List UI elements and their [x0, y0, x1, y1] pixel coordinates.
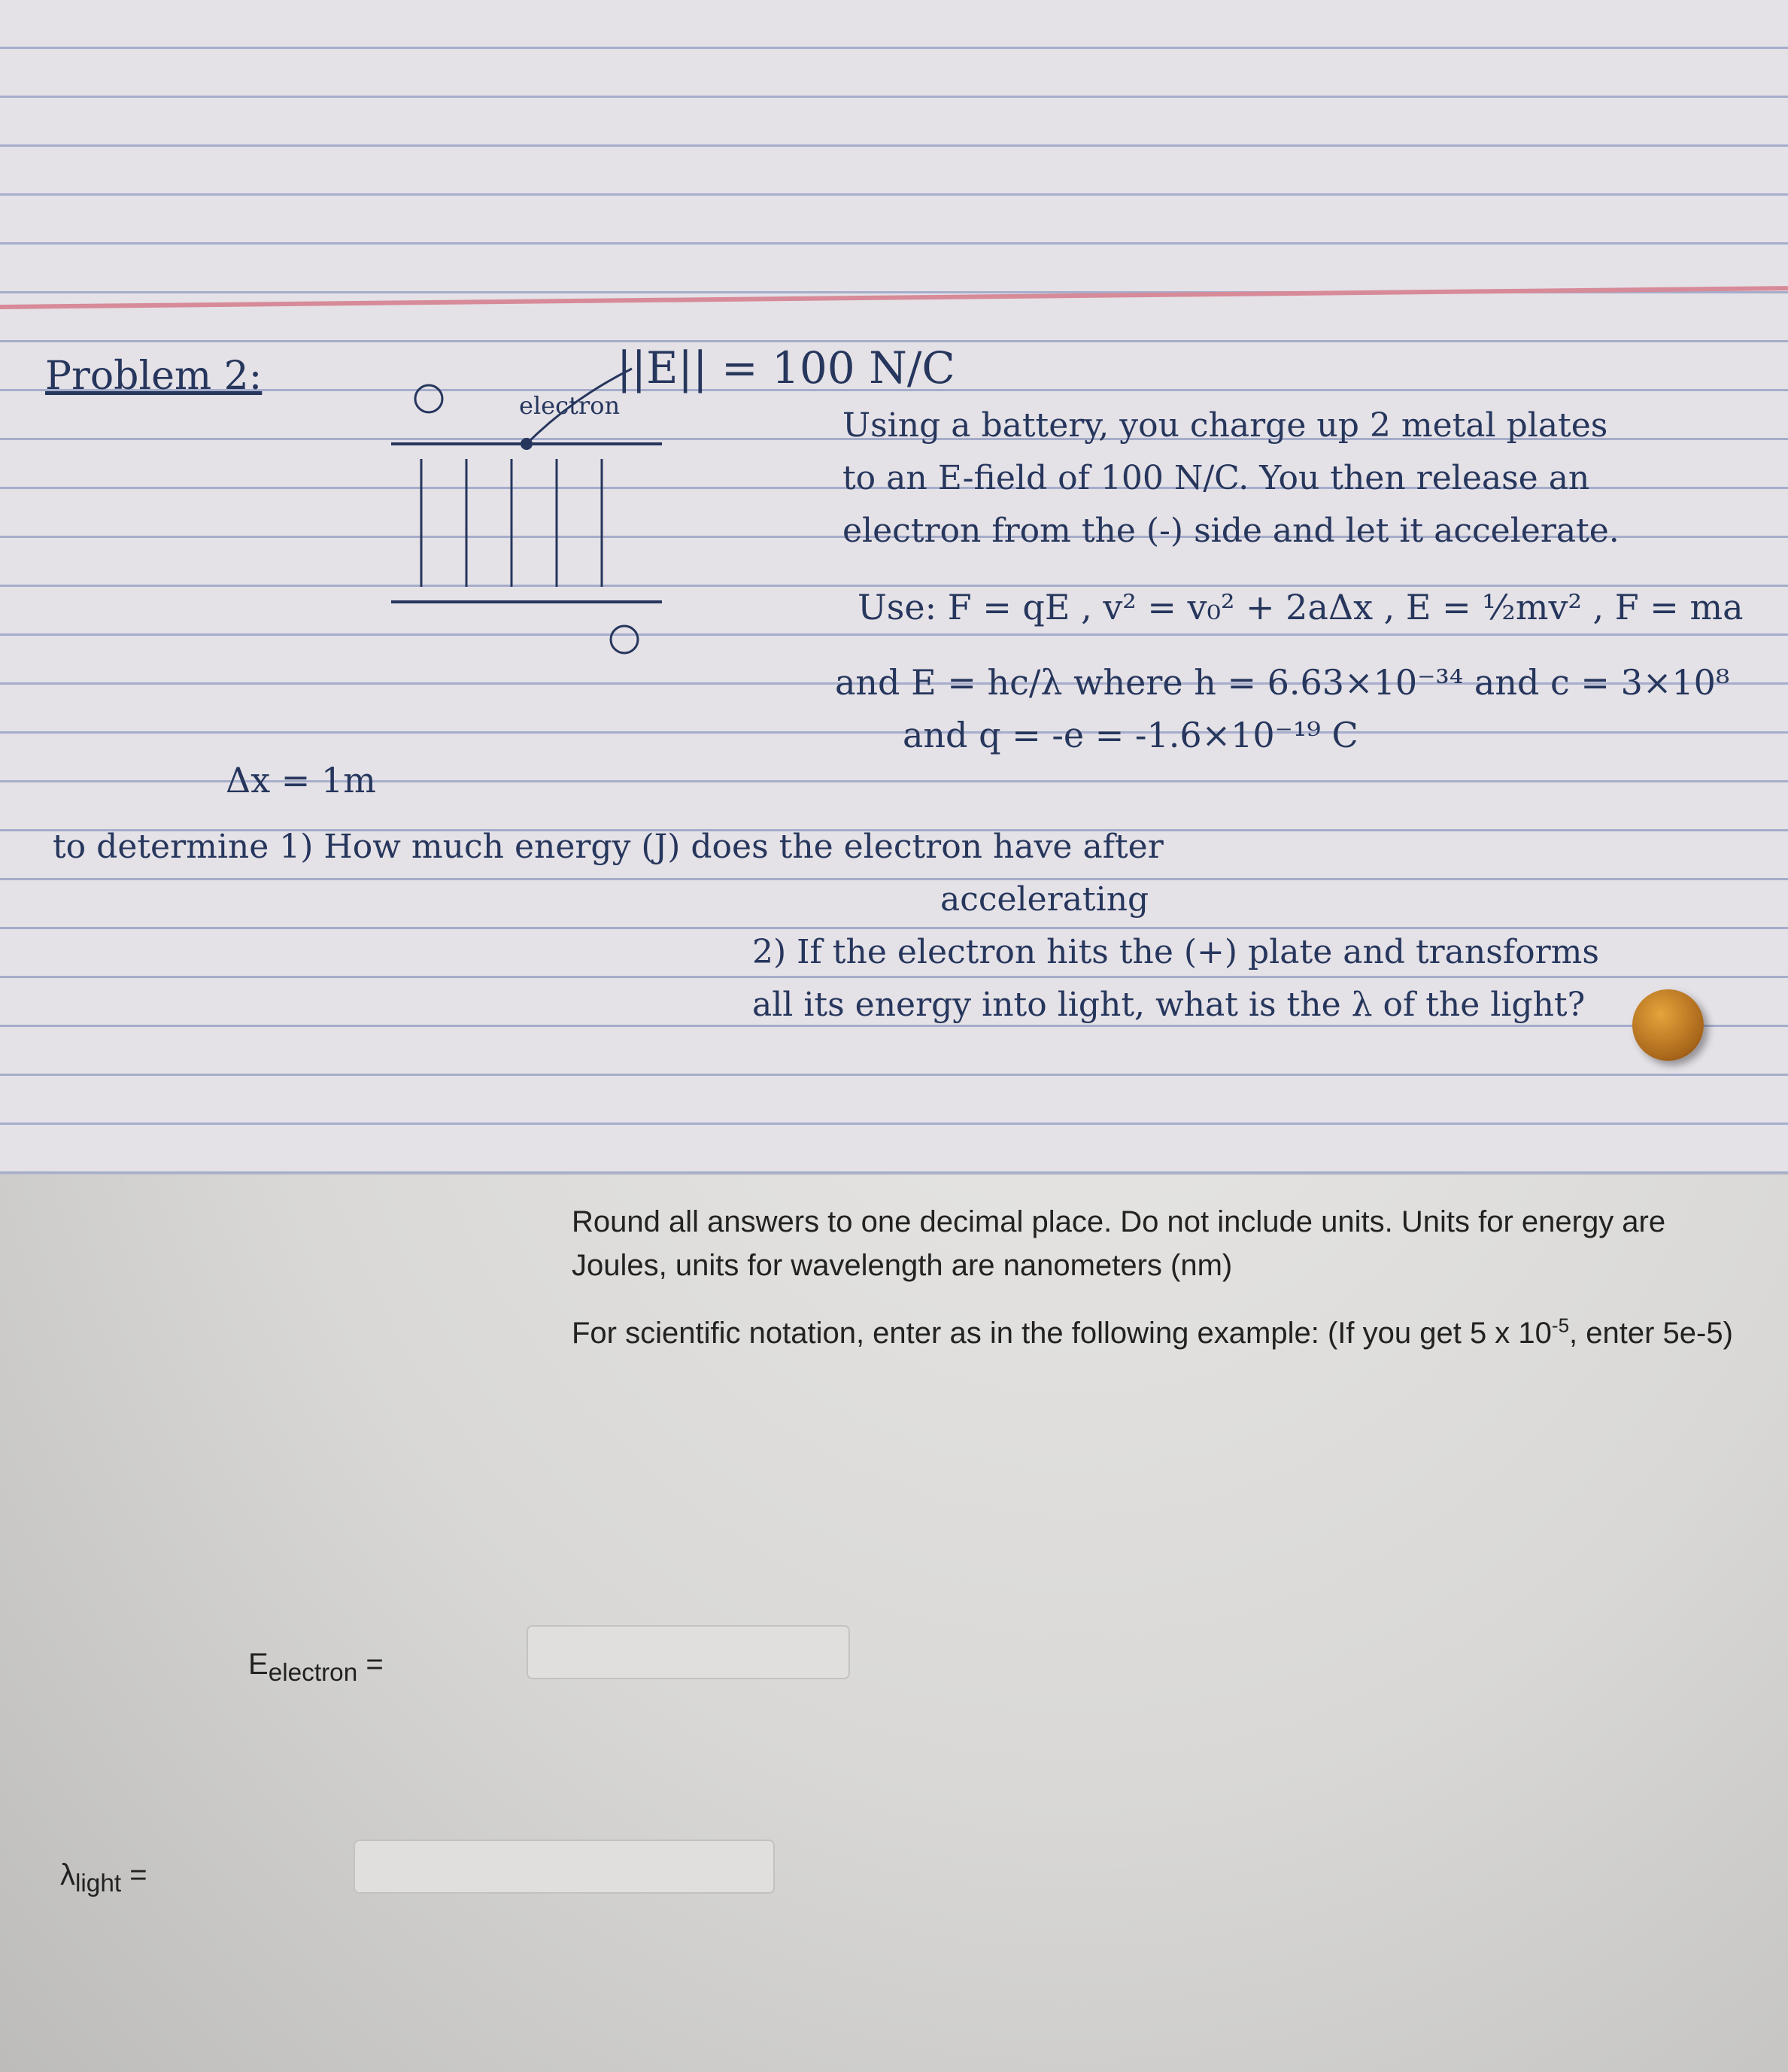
sci-prefix: For scientific notation, enter as in the following example: (If you get 5 x 10 — [572, 1317, 1552, 1350]
push-pin — [1632, 989, 1704, 1061]
sci-exponent: -5 — [1551, 1314, 1570, 1337]
wavelength-label — [60, 1858, 147, 1898]
sci-suffix: , enter 5e-5) — [1569, 1317, 1733, 1350]
delta-x-value: Δx = 1m — [226, 760, 376, 801]
sci-notation-instructions — [572, 1311, 1760, 1355]
electron-energy-label — [248, 1648, 384, 1688]
equations-use: Use: F = qE , v² = v₀² + 2aΔx , E = ½mv² , F = ma — [858, 587, 1744, 627]
field-magnitude: ||E|| = 100 N/C — [617, 342, 955, 393]
problem-text-line: to an E-field of 100 N/C. You then release an — [842, 459, 1590, 497]
electron-energy-input[interactable] — [527, 1625, 850, 1679]
question-2-cont: all its energy into light, what is the λ of the light? — [752, 986, 1586, 1024]
lambda-symbol: λ — [60, 1858, 75, 1891]
wavelength-input[interactable] — [354, 1840, 775, 1894]
equation-charge: and q = -e = -1.6×10⁻¹⁹ C — [903, 715, 1358, 755]
equation-photon-energy: and E = hc/λ where h = 6.63×10⁻³⁴ and c = 3×10⁸ — [835, 662, 1730, 703]
question-page — [0, 1185, 1788, 2072]
lambda-subscript: light — [75, 1870, 122, 1897]
question-2: 2) If the electron hits the (+) plate and transforms — [752, 933, 1599, 971]
problem-text-line: Using a battery, you charge up 2 metal plates — [842, 406, 1608, 445]
units-instructions: Round all answers to one decimal place. Do not include units. Units for energy are Joules, units for wavelength are nanometers (nm) — [572, 1205, 1666, 1282]
margin-line — [0, 286, 1788, 309]
question-1-cont: accelerating — [940, 880, 1149, 919]
plates-diagram — [376, 354, 692, 670]
electron-label: electron — [519, 391, 621, 420]
energy-subscript: electron — [268, 1659, 358, 1687]
problem-text-line: electron from the (-) side and let it accelerate. — [842, 512, 1620, 550]
lambda-equals: = — [121, 1858, 147, 1891]
energy-equals: = — [357, 1648, 384, 1681]
problem-title: Problem 2: — [45, 354, 263, 399]
question-1: to determine 1) How much energy (J) does the electron have after — [53, 828, 1164, 866]
energy-symbol: E — [248, 1648, 269, 1681]
